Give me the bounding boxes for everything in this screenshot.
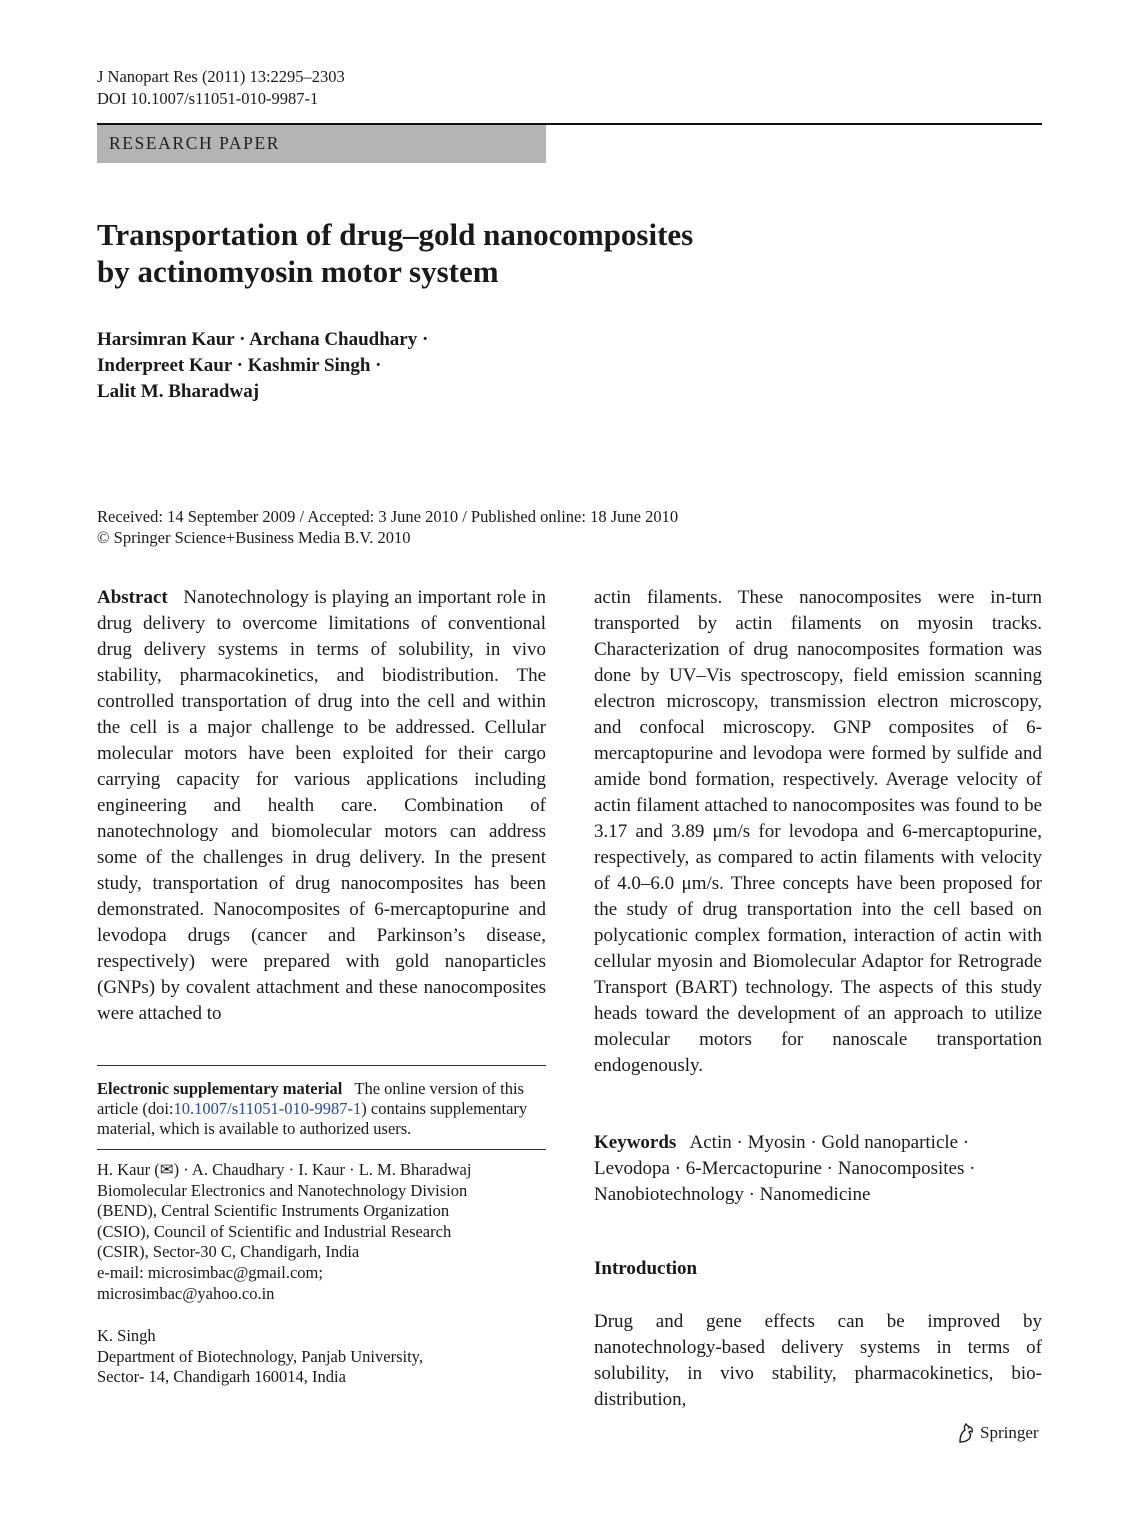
introduction-text: Drug and gene effects can be improved by nanotechnology-based delivery systems in terms of solubility, in vivo stability, pharmacokinetics, bio-distribution, — [594, 1311, 1042, 1410]
springer-horse-icon — [956, 1422, 976, 1444]
article-type-banner — [97, 125, 546, 163]
publisher-name: Springer — [980, 1423, 1039, 1442]
keywords-block — [594, 1130, 1042, 1208]
abstract-right-column — [594, 585, 1042, 1079]
affil1-email-2[interactable]: microsimbac@yahoo.co.in — [97, 1283, 275, 1303]
affil1-line-4: (CSIO), Council of Scientific and Industrial Research — [97, 1221, 452, 1241]
supplementary-text-a: The online version of this article (doi: — [97, 1079, 524, 1118]
article-type-label: RESEARCH PAPER — [109, 133, 281, 153]
affil2-line-1: K. Singh — [97, 1326, 156, 1345]
abstract-text-left: Nanotechnology is playing an important role in drug delivery to overcome limitations of conventional drug delivery systems in terms of solubility, in vivo stability, pharmacokinetics, and biodistribution. The controlled transportation of drug into the cell and within the cell is a major challenge to be addressed. Cellular molecular motors have been exploited for their cargo carrying capacity for various applications including engineering and health care. Combination of nanotechnology and biomolecular motors can address some of the challenges in drug delivery. In the present study, transportation of drug nanocomposites has been demonstrated. Nanocomposites of 6-mercaptopurine and levodopa drugs (cancer and Parkinson’s disease, respectively) were prepared with gold nanoparticles (GNPs) by covalent attachment and these nanocomposites were attached to — [97, 587, 546, 1024]
affiliation-block-2 — [97, 1326, 546, 1388]
abstract-text-right: actin filaments. These nanocomposites were in-turn transported by actin filaments on myosin tracks. Characterization of drug nanocomposites formation was done by UV–Vis spectroscopy, field emission scanning electron microscopy, transmission electron microscopy, and confocal microscopy. GNP composites of 6-mercaptopurine and levodopa were formed by sulfide and amide bond formation, respectively. Average velocity of actin filament attached to nanocomposites was found to be 3.17 and 3.89 μm/s for levodopa and 6-mercaptopurine, respectively, as compared to actin filaments with velocity of 4.0–6.0 μm/s. Three concepts have been proposed for the study of drug transportation into the cell based on polycationic complex formation, interaction of actin with cellular myosin and Biomolecular Adaptor for Retrograde Transport (BART) technology. The aspects of this study heads toward the development of an approach to utilize molecular motors for nanoscale transportation endogenously. — [594, 587, 1042, 1076]
authors-line-1: Harsimran Kaur · Archana Chaudhary · — [97, 329, 429, 350]
introduction-heading: Introduction — [594, 1258, 698, 1279]
supplementary-label: Electronic supplementary material — [97, 1079, 343, 1098]
journal-header — [97, 66, 345, 110]
keywords-text: Actin · Myosin · Gold nanoparticle · Levodopa · 6-Mercactopurine · Nanocomposites · Nanobiotechnology · Nanomedicine — [594, 1132, 976, 1205]
affil1-line-1: H. Kaur (✉) · A. Chaudhary · I. Kaur · L. M. Bharadwaj — [97, 1160, 472, 1179]
affil2-line-3: Sector- 14, Chandigarh 160014, India — [97, 1367, 346, 1387]
authors-line-3: Lalit M. Bharadwaj — [97, 381, 260, 402]
journal-doi: DOI 10.1007/s11051-010-9987-1 — [97, 89, 319, 108]
affiliation-rule — [97, 1149, 546, 1150]
journal-citation: J Nanopart Res (2011) 13:2295–2303 — [97, 67, 345, 86]
affil2-line-2: Department of Biotechnology, Panjab University, — [97, 1346, 423, 1366]
affil1-line-3: (BEND), Central Scientific Instruments Organization — [97, 1201, 450, 1221]
abstract-left-column — [97, 585, 546, 1027]
affil1-line-2: Biomolecular Electronics and Nanotechnology Division — [97, 1180, 468, 1200]
publisher-logo — [956, 1422, 1039, 1444]
keywords-label: Keywords — [594, 1132, 677, 1153]
history-dates: Received: 14 September 2009 / Accepted: 3 June 2010 / Published online: 18 June 2010 — [97, 507, 679, 526]
paper-title — [97, 216, 897, 290]
affil1-email-1[interactable]: e-mail: microsimbac@gmail.com; — [97, 1262, 323, 1282]
introduction-paragraph — [594, 1309, 1042, 1413]
article-history — [97, 506, 678, 548]
footnote-rule — [97, 1065, 546, 1066]
authors-line-2: Inderpreet Kaur · Kashmir Singh · — [97, 355, 382, 376]
supplementary-doi-link[interactable]: 10.1007/s11051-010-9987-1 — [173, 1099, 362, 1118]
affil1-line-5: (CSIR), Sector-30 C, Chandigarh, India — [97, 1242, 360, 1262]
affiliation-block-1 — [97, 1160, 546, 1304]
supplementary-text-b: ) contains supplementary material, which is available to authorized users. — [97, 1099, 528, 1138]
title-line-1: Transportation of drug–gold nanocomposites — [97, 217, 694, 252]
title-line-2: by actinomyosin motor system — [97, 254, 499, 289]
supplementary-note — [97, 1079, 546, 1139]
abstract-label: Abstract — [97, 587, 168, 608]
author-list — [97, 327, 428, 405]
copyright-notice: © Springer Science+Business Media B.V. 2010 — [97, 528, 411, 547]
